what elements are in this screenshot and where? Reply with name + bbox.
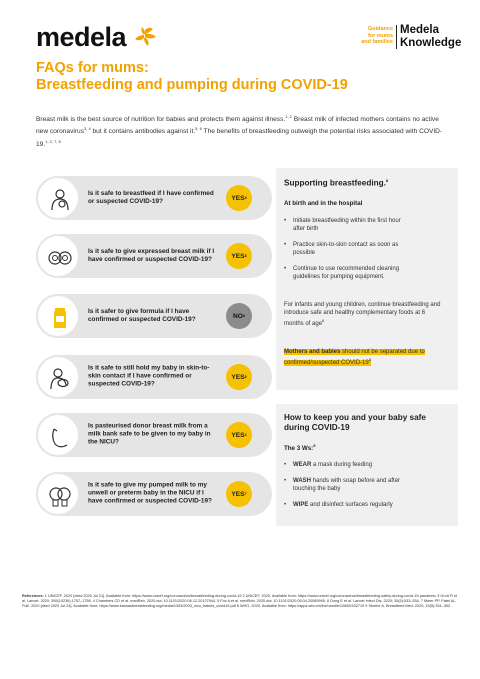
- faq-answer-badge: YES 8: [226, 185, 252, 211]
- faq-answer-badge: YES 8: [226, 243, 252, 269]
- faq-item: [36, 234, 272, 278]
- faq-item: [36, 176, 272, 220]
- guidance-tagline: Guidance for mums and families: [361, 26, 393, 45]
- skin-to-skin-icon: [46, 365, 74, 393]
- supporting-breastfeeding-panel: [276, 168, 458, 390]
- separation-note: Mothers and babies should not be separated due to confirmed/suspected COVID-$19^8$: [284, 348, 425, 366]
- milk-drop-icon: [46, 423, 74, 451]
- supporting-paragraph: For infants and young children, continue breastfeeding and introduce safe and healthy complementary foods at 6 months of age$^8$: [284, 301, 441, 327]
- medela-flower-icon: [132, 26, 158, 48]
- list-item: • WEAR a mask during feeding: [284, 461, 424, 469]
- medela-logo: medela: [36, 22, 127, 52]
- faq-item: [36, 472, 272, 516]
- breast-pump-icon: [46, 244, 74, 272]
- formula-tin-icon: [46, 304, 74, 332]
- keep-safe-panel: [276, 404, 458, 526]
- faq-item: [36, 294, 272, 338]
- page-title-line1: FAQs for mums:: [36, 60, 149, 76]
- faq-item: [36, 413, 272, 457]
- faq-question: Is it safe to give expressed breast milk if I have confirmed or suspected COVID-19?: [88, 247, 215, 263]
- list-item: • Continue to use recommended cleaning guidelines for pumping equipment.: [284, 265, 414, 281]
- pump-bottles-icon: [46, 482, 74, 510]
- list-item: • Initiate breastfeeding within the first hour after birth: [284, 217, 414, 233]
- safe-bullet-list: [284, 461, 424, 509]
- page-title-line2: Breastfeeding and pumping during COVID-19: [36, 77, 348, 93]
- list-item: • Practice skin-to-skin contact as soon as possible: [284, 241, 414, 257]
- faq-item: [36, 355, 272, 399]
- breastfeeding-mother-icon: [46, 186, 74, 214]
- faq-answer-badge: YES 7: [226, 481, 252, 507]
- intro-paragraph: Breast milk is the best source of nutrition for babies and protects them against illness.$^{1, 2}$ Breast milk of infected mothers contains no active new coronavirus$^{3, 4}$ but it contains antibodies against it.$^{5, 6}$ The benefits of breastfeeding outweigh the potential risks associated with COVID-19.$^{1, 2, 7, 8}$: [36, 114, 443, 149]
- faq-question: Is pasteurised donor breast milk from a milk bank safe to be given to my baby in the NICU?: [88, 422, 211, 447]
- faq-question: Is it safer to give formula if I have confirmed or suspected COVID-19?: [88, 307, 196, 323]
- faq-question: Is it safe to give my pumped milk to my unwell or preterm baby in the NICU if I have confirmed or suspected COVID-19?: [88, 481, 212, 506]
- safe-title: How to keep you and your baby safe during COVID-19: [284, 413, 426, 432]
- supporting-subtitle: At birth and in the hospital: [284, 199, 363, 207]
- faq-question: Is it safe to breastfeed if I have confirmed or suspected COVID-19?: [88, 189, 214, 205]
- medela-knowledge-label: Medela Knowledge: [400, 24, 462, 49]
- faq-question: Is it safe to still hold my baby in skin-to-skin contact if I have confirmed or suspected COVID-19?: [88, 364, 210, 389]
- references: References: 1 UNICEF, 2020 [cited 2020 Jul 21]. Available from: https://www.unicef.org/coronavirus/breastfeeding-during-covid-19 2 UNICEF, 2020. Available from: https://www.unicef.org/coronavirus/breastfeeding-safely-during-covid-19-pandemic 3 Groß R et al. Lancet. 2020; 395(10239):1757–1758. 4 Chambers CD et al. medRxiv. 2020.doi: 10.1101/2020.06.12.20127944. 5 Fox A et al. medRxiv. 2020.doi: 10.1101/2020.05.04.20089995. 6 Dong E et al. Lancet Infect Dis. 2020; 20(5):533–534. 7 Meier PP, Patel AL, Fulll. 2020 [cited 2020 Jul 24]. Available from: https://www.kansasbreastfeeding.org/media/1353/2003_nicu_babies_covid19.pdf 8 WHO, 2020. Available from: https://apps.who.int/iris/handle/10665/332719 9 Stuebe A. Breastfeed Med. 2020; 15(5):351–352.: [22, 594, 458, 609]
- list-item: • WIPE and disinfect surfaces regularly: [284, 501, 424, 509]
- faq-answer-badge: NO 8: [226, 303, 252, 329]
- tagline-divider: [396, 25, 397, 49]
- faq-answer-badge: YES 4: [226, 422, 252, 448]
- page-header: [0, 0, 480, 60]
- supporting-title: Supporting breastfeeding.$^8$: [284, 178, 389, 188]
- list-item: • WASH hands with soap before and after touching the baby: [284, 477, 424, 493]
- supporting-bullet-list: [284, 217, 414, 281]
- safe-subtitle: The 3 Ws:$^9$: [284, 443, 316, 453]
- faq-answer-badge: YES 8: [226, 364, 252, 390]
